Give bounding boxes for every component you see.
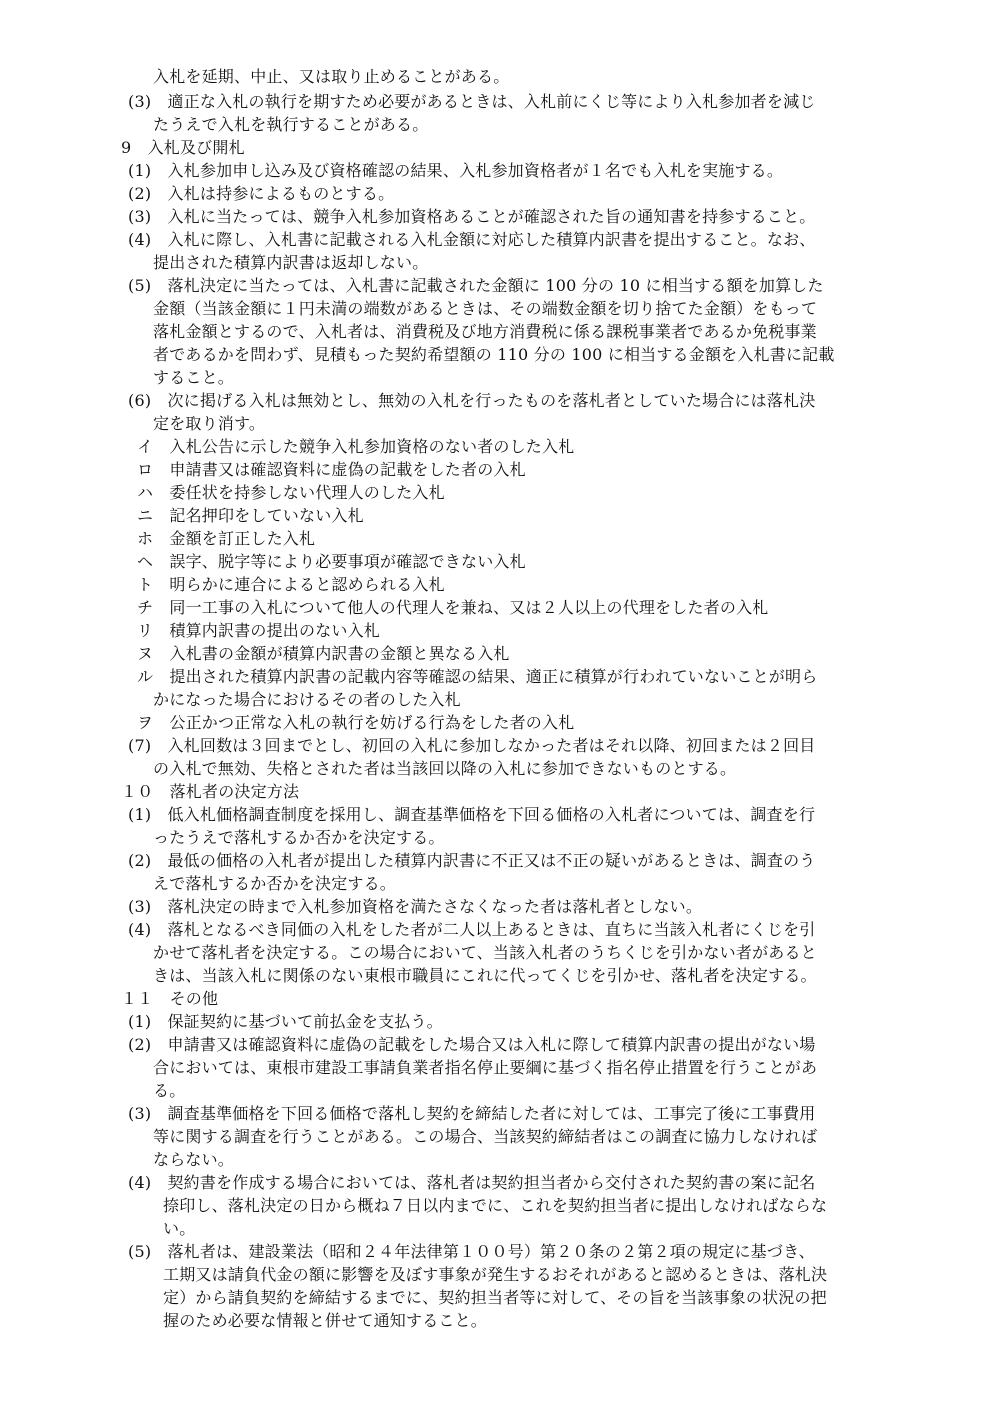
text-line: ならない。 — [153, 1150, 235, 1169]
list-item: ホ 金額を訂正した入札 — [137, 529, 316, 548]
text-line: 提出された積算内訳書は返却しない。 — [153, 253, 429, 272]
text-line: 合においては、東根市建設工事請負業者指名停止要綱に基づく指名停止措置を行うことがあ — [153, 1058, 818, 1077]
text-line: 等に関する調査を行うことがある。この場合、当該契約締結者はこの調査に協力しなければ — [153, 1127, 818, 1146]
text-line: (3) 適正な入札の執行を期すため必要があるときは、入札前にくじ等により入札参加者を減じ — [128, 92, 816, 111]
text-line: きは、当該入札に関係のない東根市職員にこれに代ってくじを引かせ、落札者を決定する。 — [153, 966, 817, 985]
list-item: チ 同一工事の入札について他人の代理人を兼ね、又は２人以上の代理をした者の入札 — [137, 598, 769, 617]
text-line: 定を取り消す。 — [153, 414, 266, 433]
text-line: 落札金額とするので、入札者は、消費税及び地方消費税に係る課税事業者であるか免税事業 — [153, 322, 817, 341]
list-item: ヲ 公正かつ正常な入札の執行を妨げる行為をした者の入札 — [137, 713, 575, 732]
list-item: かになった場合におけるその者のした入札 — [153, 690, 461, 709]
list-item: ロ 申請書又は確認資料に虚偽の記載をした者の入札 — [137, 460, 526, 479]
text-line: 握のため必要な情報と併せて通知すること。 — [163, 1311, 488, 1330]
text-line: の入札で無効、失格とされた者は当該回以降の入札に参加できないものとする。 — [153, 759, 737, 778]
list-item: イ 入札公告に示した競争入札参加資格のない者のした入札 — [137, 437, 575, 456]
text-line: (3) 落札決定の時まで入札参加資格を満たさなくなった者は落札者としない。 — [128, 897, 703, 916]
text-line: (2) 最低の価格の入札者が提出した積算内訳書に不正又は不正の疑いがあるときは、調査のう — [128, 851, 816, 870]
list-item: ヌ 入札書の金額が積算内訳書の金額と異なる入札 — [137, 644, 510, 663]
list-item: ト 明らかに連合によると認められる入札 — [137, 575, 445, 594]
text-line: (3) 入札に当たっては、競争入札参加資格あることが確認された旨の通知書を持参すること。 — [128, 207, 816, 226]
text-line: (4) 入札に際し、入札書に記載される入札金額に対応した積算内訳書を提出すること。なお、 — [128, 230, 816, 249]
text-line: (1) 低入札価格調査制度を採用し、調査基準価格を下回る価格の入札者については、調査を行 — [128, 805, 816, 824]
text-line: (6) 次に掲げる入札は無効とし、無効の入札を行ったものを落札者としていた場合には落札決 — [128, 391, 816, 410]
section-heading: １０ 落札者の決定方法 — [121, 782, 300, 801]
text-line: 入札を延期、中止、又は取り止めることがある。 — [153, 67, 510, 86]
text-line: (1) 保証契約に基づいて前払金を支払う。 — [128, 1012, 443, 1031]
list-item: ヘ 誤字、脱字等により必要事項が確認できない入札 — [137, 552, 526, 571]
text-line: 金額（当該金額に１円未満の端数があるときは、その端数金額を切り捨てた金額）をもって — [153, 299, 818, 318]
text-line: (4) 契約書を作成する場合においては、落札者は契約担当者から交付された契約書の案に記名 — [128, 1173, 816, 1192]
section-heading: １１ その他 — [121, 989, 219, 1008]
text-line: えで落札するか否かを決定する。 — [153, 874, 397, 893]
text-line: (4) 落札となるべき同価の入札をした者が二人以上あるときは、直ちに当該入札者にくじを引 — [128, 920, 816, 939]
list-item: ハ 委任状を持参しない代理人のした入札 — [137, 483, 445, 502]
list-item: リ 積算内訳書の提出のない入札 — [137, 621, 381, 640]
text-line: (1) 入札参加申し込み及び資格確認の結果、入札参加資格者が１名でも入札を実施する。 — [128, 161, 784, 180]
text-line: (2) 申請書又は確認資料に虚偽の記載をした場合又は入札に際して積算内訳書の提出がない場 — [128, 1035, 816, 1054]
text-line: かせて落札者を決定する。この場合において、当該入札者のうちくじを引かない者があると — [153, 943, 817, 962]
list-item: ル 提出された積算内訳書の記載内容等確認の結果、適正に積算が行われていないことが明ら — [137, 667, 818, 686]
text-line: 定）から請負契約を締結するまでに、契約担当者等に対して、その旨を当該事象の状況の把 — [163, 1288, 827, 1307]
text-line: 工期又は請負代金の額に影響を及ぼす事象が発生するおそれがあると認めるときは、落札決 — [163, 1265, 828, 1284]
text-line: ったうえで落札するか否かを決定する。 — [153, 828, 445, 847]
text-line: (2) 入札は持参によるものとする。 — [128, 184, 395, 203]
text-line: る。 — [153, 1081, 186, 1100]
text-line: 者であるかを問わず、見積もった契約希望額の 110 分の 100 に相当する金額を入札書に記載 — [153, 345, 835, 364]
text-line: たうえで入札を執行することがある。 — [153, 115, 429, 134]
text-line: (7) 入札回数は３回までとし、初回の入札に参加しなかった者はそれ以降、初回または２回目 — [128, 736, 816, 755]
text-line: い。 — [163, 1219, 196, 1238]
text-line: (3) 調査基準価格を下回る価格で落札し契約を締結した者に対しては、工事完了後に工事費用 — [128, 1104, 816, 1123]
text-line: すること。 — [153, 368, 235, 387]
list-item: ニ 記名押印をしていない入札 — [137, 506, 364, 525]
text-line: (5) 落札決定に当たっては、入札書に記載された金額に 100 分の 10 に相当する額を加算した — [128, 276, 824, 295]
section-heading: 9 入札及び開札 — [121, 138, 245, 157]
text-line: (5) 落札者は、建設業法（昭和２４年法律第１００号）第２０条の２第２項の規定に基づき、 — [128, 1242, 815, 1261]
text-line: 捺印し、落札決定の日から概ね７日以内までに、これを契約担当者に提出しなければならな — [163, 1196, 828, 1215]
